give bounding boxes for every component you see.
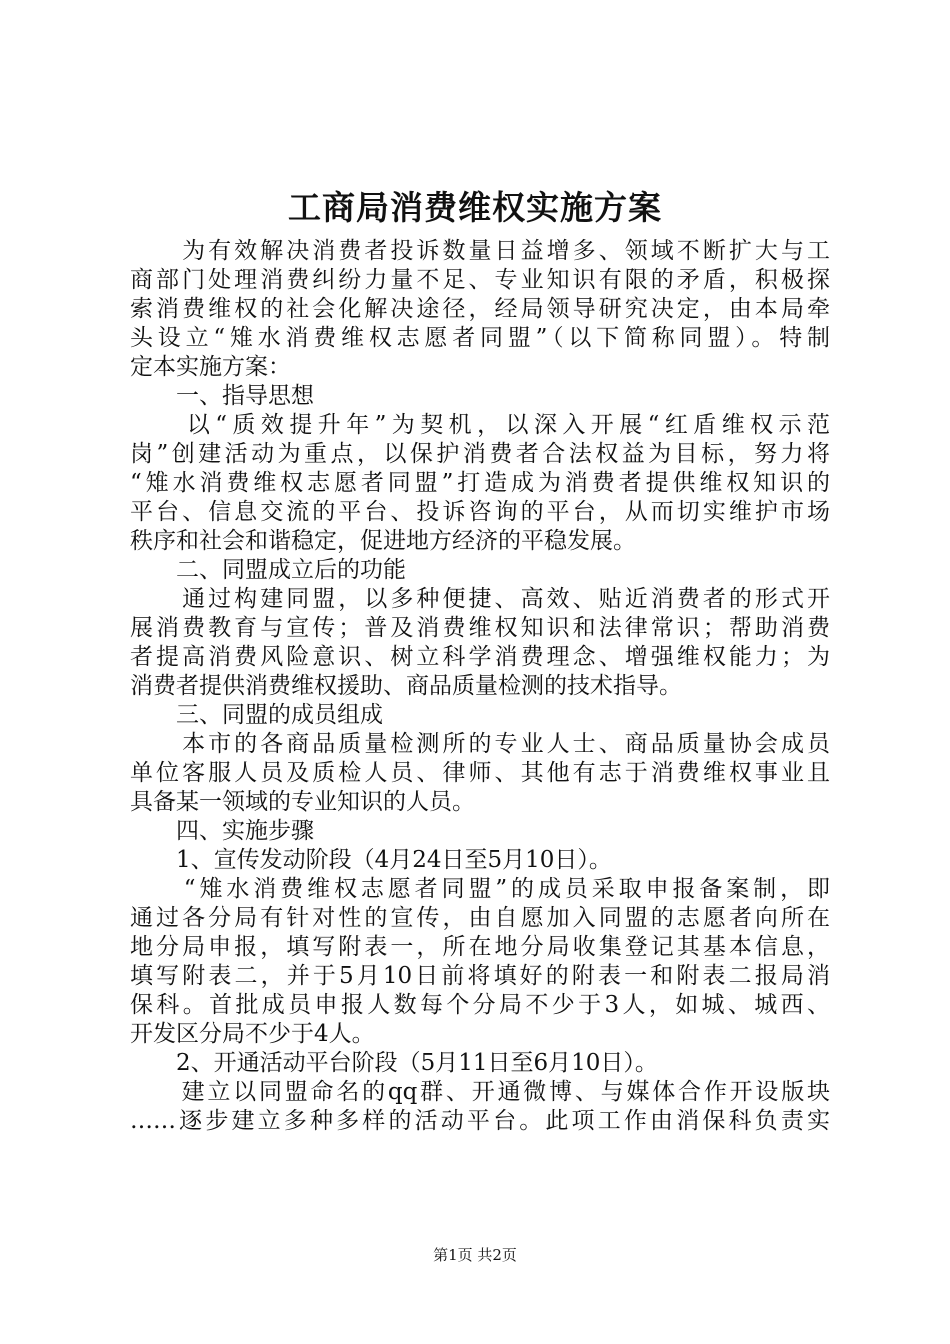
text-line: 三、同盟的成员组成 bbox=[130, 702, 383, 728]
text-line: 通过构建同盟，以多种便捷、高效、贴近消费者的形式开 bbox=[130, 586, 830, 612]
text-line: 本市的各商品质量检测所的专业人士、商品质量协会成员 bbox=[130, 731, 830, 757]
text-line: 开发区分局不少于4人。 bbox=[130, 1021, 375, 1047]
text-line: 单位客服人员及质检人员、律师、其他有志于消费维权事业且 bbox=[130, 760, 830, 786]
text-line: 具备某一领域的专业知识的人员。 bbox=[130, 789, 475, 815]
text-line: 者提高消费风险意识、树立科学消费理念、增强维权能力；为 bbox=[130, 644, 830, 670]
text-line: 二、同盟成立后的功能 bbox=[130, 557, 406, 583]
document-body bbox=[130, 237, 830, 1136]
text-line: 商部门处理消费纠纷力量不足、专业知识有限的矛盾，积极探 bbox=[130, 267, 830, 293]
text-line: 保科。首批成员申报人数每个分局不少于3人，如城、城西、 bbox=[130, 992, 830, 1018]
text-line: 索消费维权的社会化解决途径，经局领导研究决定，由本局牵 bbox=[130, 296, 830, 322]
text-line: 2、开通活动平台阶段（5月11日至6月10日）。 bbox=[130, 1050, 658, 1076]
text-line: “雉水消费维权志愿者同盟”打造成为消费者提供维权知识的 bbox=[130, 470, 830, 496]
text-line: 填写附表二，并于5月10日前将填好的附表一和附表二报局消 bbox=[130, 963, 830, 989]
text-line: 通过各分局有针对性的宣传，由自愿加入同盟的志愿者向所在 bbox=[130, 905, 830, 931]
text-line: “雉水消费维权志愿者同盟”的成员采取申报备案制，即 bbox=[130, 876, 830, 902]
text-line: 头设立“雉水消费维权志愿者同盟”（以下简称同盟）。特制 bbox=[130, 325, 830, 351]
text-line: 建立以同盟命名的qq群、开通微博、与媒体合作开设版块 bbox=[130, 1079, 830, 1105]
text-line: 1、宣传发动阶段（4月24日至5月10日）。 bbox=[130, 847, 612, 873]
page-footer: 第1页 共2页 bbox=[433, 1246, 517, 1264]
text-line: 秩序和社会和谐稳定，促进地方经济的平稳发展。 bbox=[130, 528, 636, 554]
text-line: 消费者提供消费维权援助、商品质量检测的技术指导。 bbox=[130, 673, 682, 699]
text-line: 四、实施步骤 bbox=[130, 818, 314, 844]
text-line: 展消费教育与宣传；普及消费维权知识和法律常识；帮助消费 bbox=[130, 615, 830, 641]
text-line: 一、指导思想 bbox=[130, 383, 314, 409]
text-line: ……逐步建立多种多样的活动平台。此项工作由消保科负责实 bbox=[130, 1108, 830, 1134]
text-line: 岗”创建活动为重点，以保护消费者合法权益为目标，努力将 bbox=[130, 441, 830, 467]
text-line: 平台、信息交流的平台、投诉咨询的平台，从而切实维护市场 bbox=[130, 499, 830, 525]
text-line: 以“质效提升年”为契机，以深入开展“红盾维权示范 bbox=[130, 412, 830, 438]
text-line: 定本实施方案： bbox=[130, 354, 291, 380]
document-title: 工商局消费维权实施方案 bbox=[288, 188, 662, 227]
text-line: 地分局申报，填写附表一，所在地分局收集登记其基本信息， bbox=[130, 934, 830, 960]
text-line: 为有效解决消费者投诉数量日益增多、领域不断扩大与工 bbox=[130, 238, 830, 264]
